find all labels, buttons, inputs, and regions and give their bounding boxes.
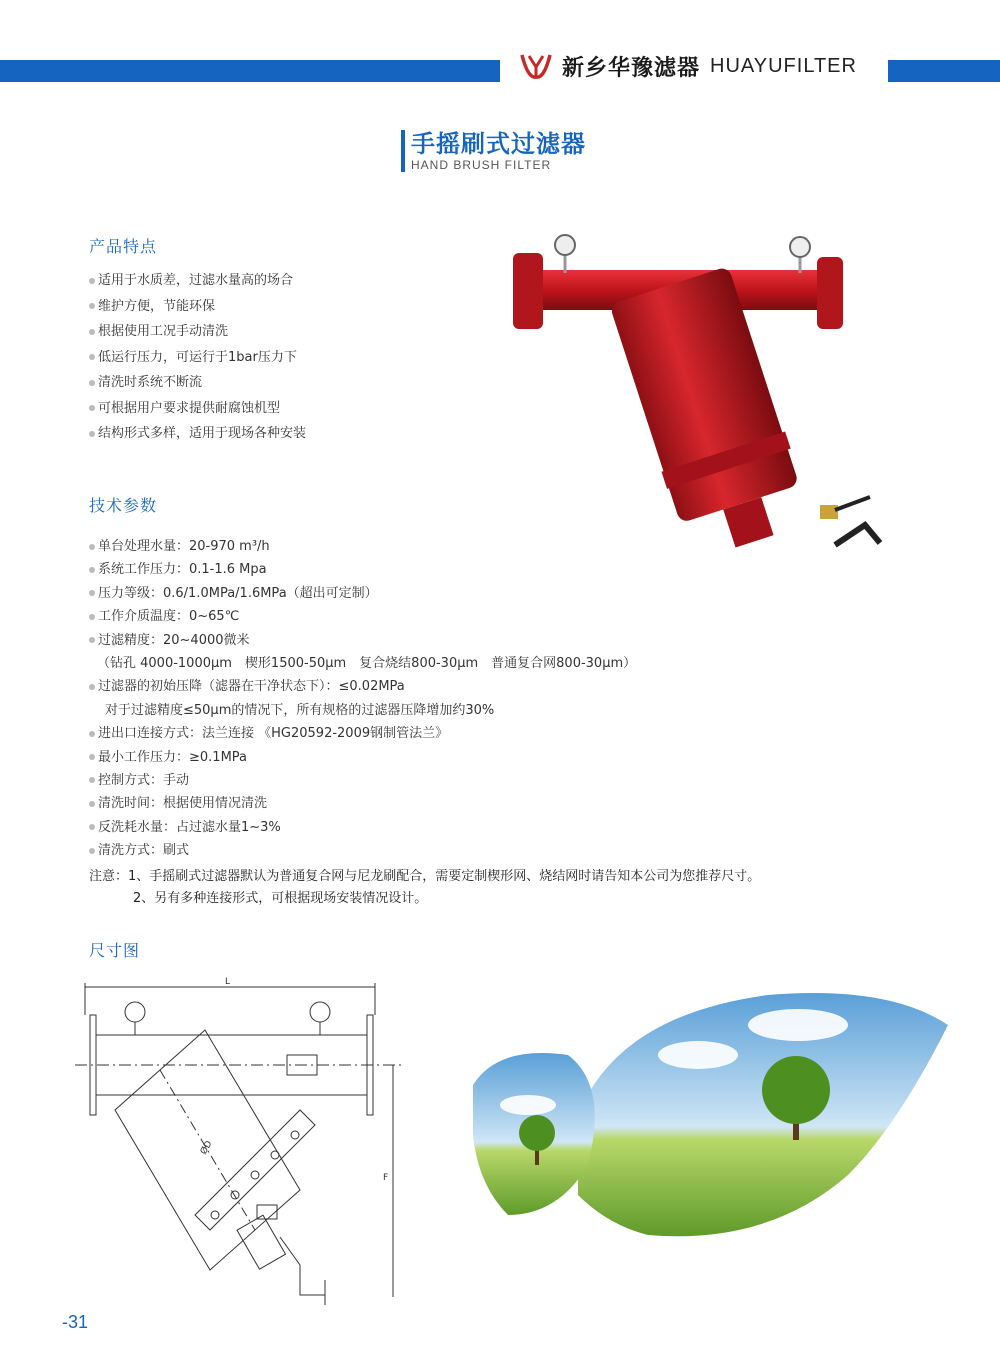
note-line-1: 注意：1、手摇刷式过滤器默认为普通复合网与尼龙刷配合，需要定制楔形网、烧结网时请告知本公司为您推荐尺寸。 — [89, 869, 761, 884]
list-item: 根据使用工况手动清洗 — [89, 319, 306, 345]
bullet-icon — [89, 431, 95, 437]
decorative-leaf-image — [468, 985, 958, 1270]
dimensions-heading: 尺寸图 — [89, 941, 141, 960]
list-item: 可根据用户要求提供耐腐蚀机型 — [89, 396, 306, 422]
list-item: 工作介质温度：0~65℃ — [89, 605, 636, 628]
notes — [89, 866, 760, 910]
page-title-cn: 手摇刷式过滤器 — [411, 130, 586, 158]
list-item: 适用于水质差，过滤水量高的场合 — [89, 268, 306, 294]
product-image — [505, 225, 900, 570]
specs-heading: 技术参数 — [89, 496, 158, 515]
dimension-label-D: ØD — [198, 1139, 215, 1157]
features-heading: 产品特点 — [89, 237, 158, 256]
brand-logo-icon — [518, 51, 554, 81]
list-item: 过滤精度：20~4000微米 — [89, 629, 636, 652]
list-item: 反洗耗水量：占过滤水量1~3% — [89, 816, 636, 839]
features-list — [89, 268, 306, 447]
list-item: 对于过滤精度≤50μm的情况下，所有规格的过滤器压降增加约30% — [105, 702, 495, 718]
header-bar-right — [888, 60, 1000, 82]
bullet-icon — [89, 614, 95, 620]
list-item: 控制方式：手动 — [89, 769, 636, 792]
page-title-en: HAND BRUSH FILTER — [411, 158, 552, 172]
bullet-icon — [89, 801, 95, 807]
specs-list — [89, 535, 636, 862]
brand-name-cn: 新乡华豫滤器 — [562, 55, 701, 81]
list-item: 维护方便，节能环保 — [89, 294, 306, 320]
bullet-icon — [89, 329, 95, 335]
dimension-drawing — [75, 975, 405, 1305]
brand-name-en: HUAYUFILTER — [710, 54, 857, 77]
list-item: 进出口连接方式：法兰连接 《HG20592-2009钢制管法兰》 — [89, 722, 636, 745]
bullet-icon — [89, 848, 95, 854]
bullet-icon — [89, 354, 95, 360]
bullet-icon — [89, 405, 95, 411]
bullet-icon — [89, 380, 95, 386]
bullet-icon — [89, 731, 95, 737]
list-item: 压力等级：0.6/1.0MPa/1.6MPa（超出可定制） — [89, 582, 636, 605]
brand — [518, 48, 857, 84]
list-item: 单台处理水量：20-970 m³/h — [89, 535, 636, 558]
bullet-icon — [89, 754, 95, 760]
bullet-icon — [89, 303, 95, 309]
page-title — [401, 130, 586, 172]
list-item: 清洗时间：根据使用情况清洗 — [89, 792, 636, 815]
bullet-icon — [89, 567, 95, 573]
bullet-icon — [89, 637, 95, 643]
bullet-icon — [89, 824, 95, 830]
list-item: （钻孔 4000-1000μm 楔形1500-50μm 复合烧结800-30μm 普通复合网800-30μm） — [97, 655, 637, 671]
page-number: -31 — [62, 1312, 89, 1332]
list-item: 清洗时系统不断流 — [89, 370, 306, 396]
bullet-icon — [89, 777, 95, 783]
note-line-2: 2、另有多种连接形式，可根据现场安装情况设计。 — [133, 891, 428, 906]
list-item: 最小工作压力：≥0.1MPa — [89, 746, 636, 769]
list-item: 过滤器的初始压降（滤器在干净状态下）：≤0.02MPa — [89, 675, 636, 698]
list-item: 清洗方式：刷式 — [89, 839, 636, 862]
dimension-label-L: L — [225, 977, 231, 987]
bullet-icon — [89, 544, 95, 550]
header-bar-left — [0, 60, 500, 82]
bullet-icon — [89, 278, 95, 284]
bullet-icon — [89, 590, 95, 596]
dimension-label-F: F — [383, 1173, 389, 1183]
list-item: 结构形式多样，适用于现场各种安装 — [89, 421, 306, 447]
bullet-icon — [89, 684, 95, 690]
list-item: 系统工作压力：0.1-1.6 Mpa — [89, 558, 636, 581]
list-item: 低运行压力，可运行于1bar压力下 — [89, 345, 306, 371]
